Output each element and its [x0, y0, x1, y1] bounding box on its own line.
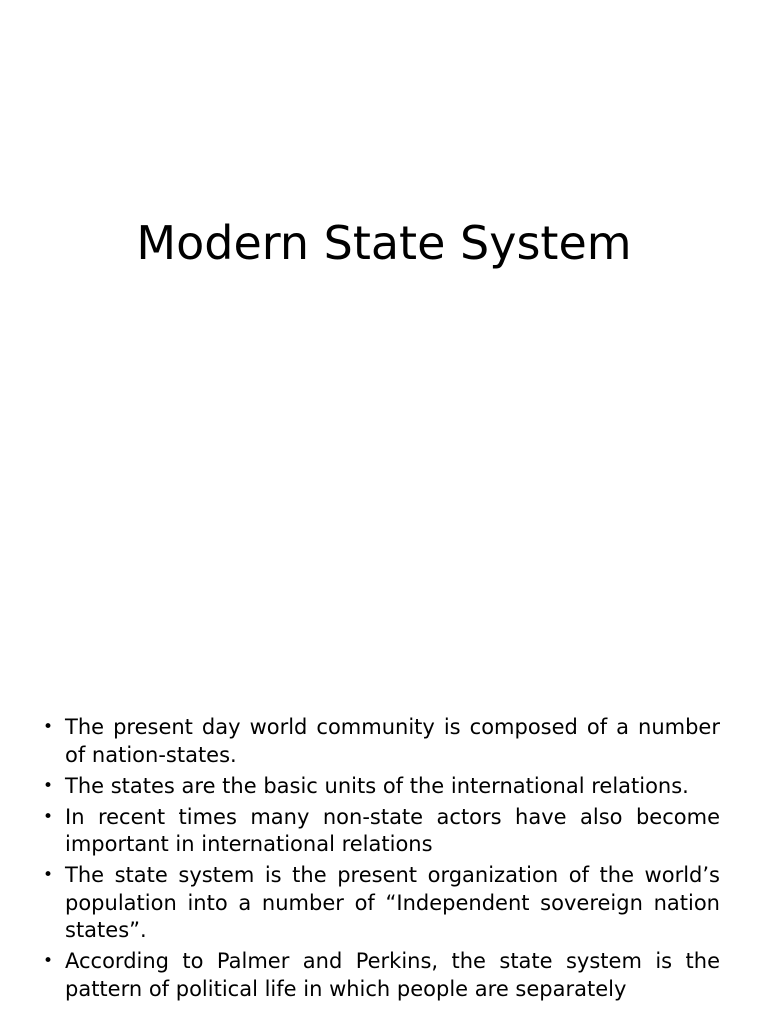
bullet-text: The present day world community is composed of a number of nation-states.	[65, 715, 720, 767]
slide-title: Modern State System	[136, 216, 632, 270]
bullet-item	[40, 948, 720, 1003]
bullet-item	[40, 714, 720, 769]
bullet-item	[40, 804, 720, 859]
bullet-dot-icon: •	[43, 865, 54, 885]
bullet-dot-icon: •	[43, 806, 54, 827]
bullet-item	[40, 773, 720, 801]
bullet-list	[40, 714, 720, 1007]
bullet-dot-icon: •	[43, 951, 54, 971]
bullet-dot-icon: •	[43, 717, 54, 737]
bullet-text: According to Palmer and Perkins, the state system is the pattern of political life in which people are separately	[65, 949, 720, 1001]
bullet-text: The states are the basic units of the international relations.	[65, 773, 689, 798]
bullet-text: The state system is the present organization of the world’s population into a number of “Independent sovereign nation states”.	[65, 863, 720, 942]
bullet-dot-icon: •	[43, 775, 54, 796]
bullet-text: In recent times many non-state actors have also become important in international relations	[65, 804, 720, 856]
bullet-item	[40, 862, 720, 945]
